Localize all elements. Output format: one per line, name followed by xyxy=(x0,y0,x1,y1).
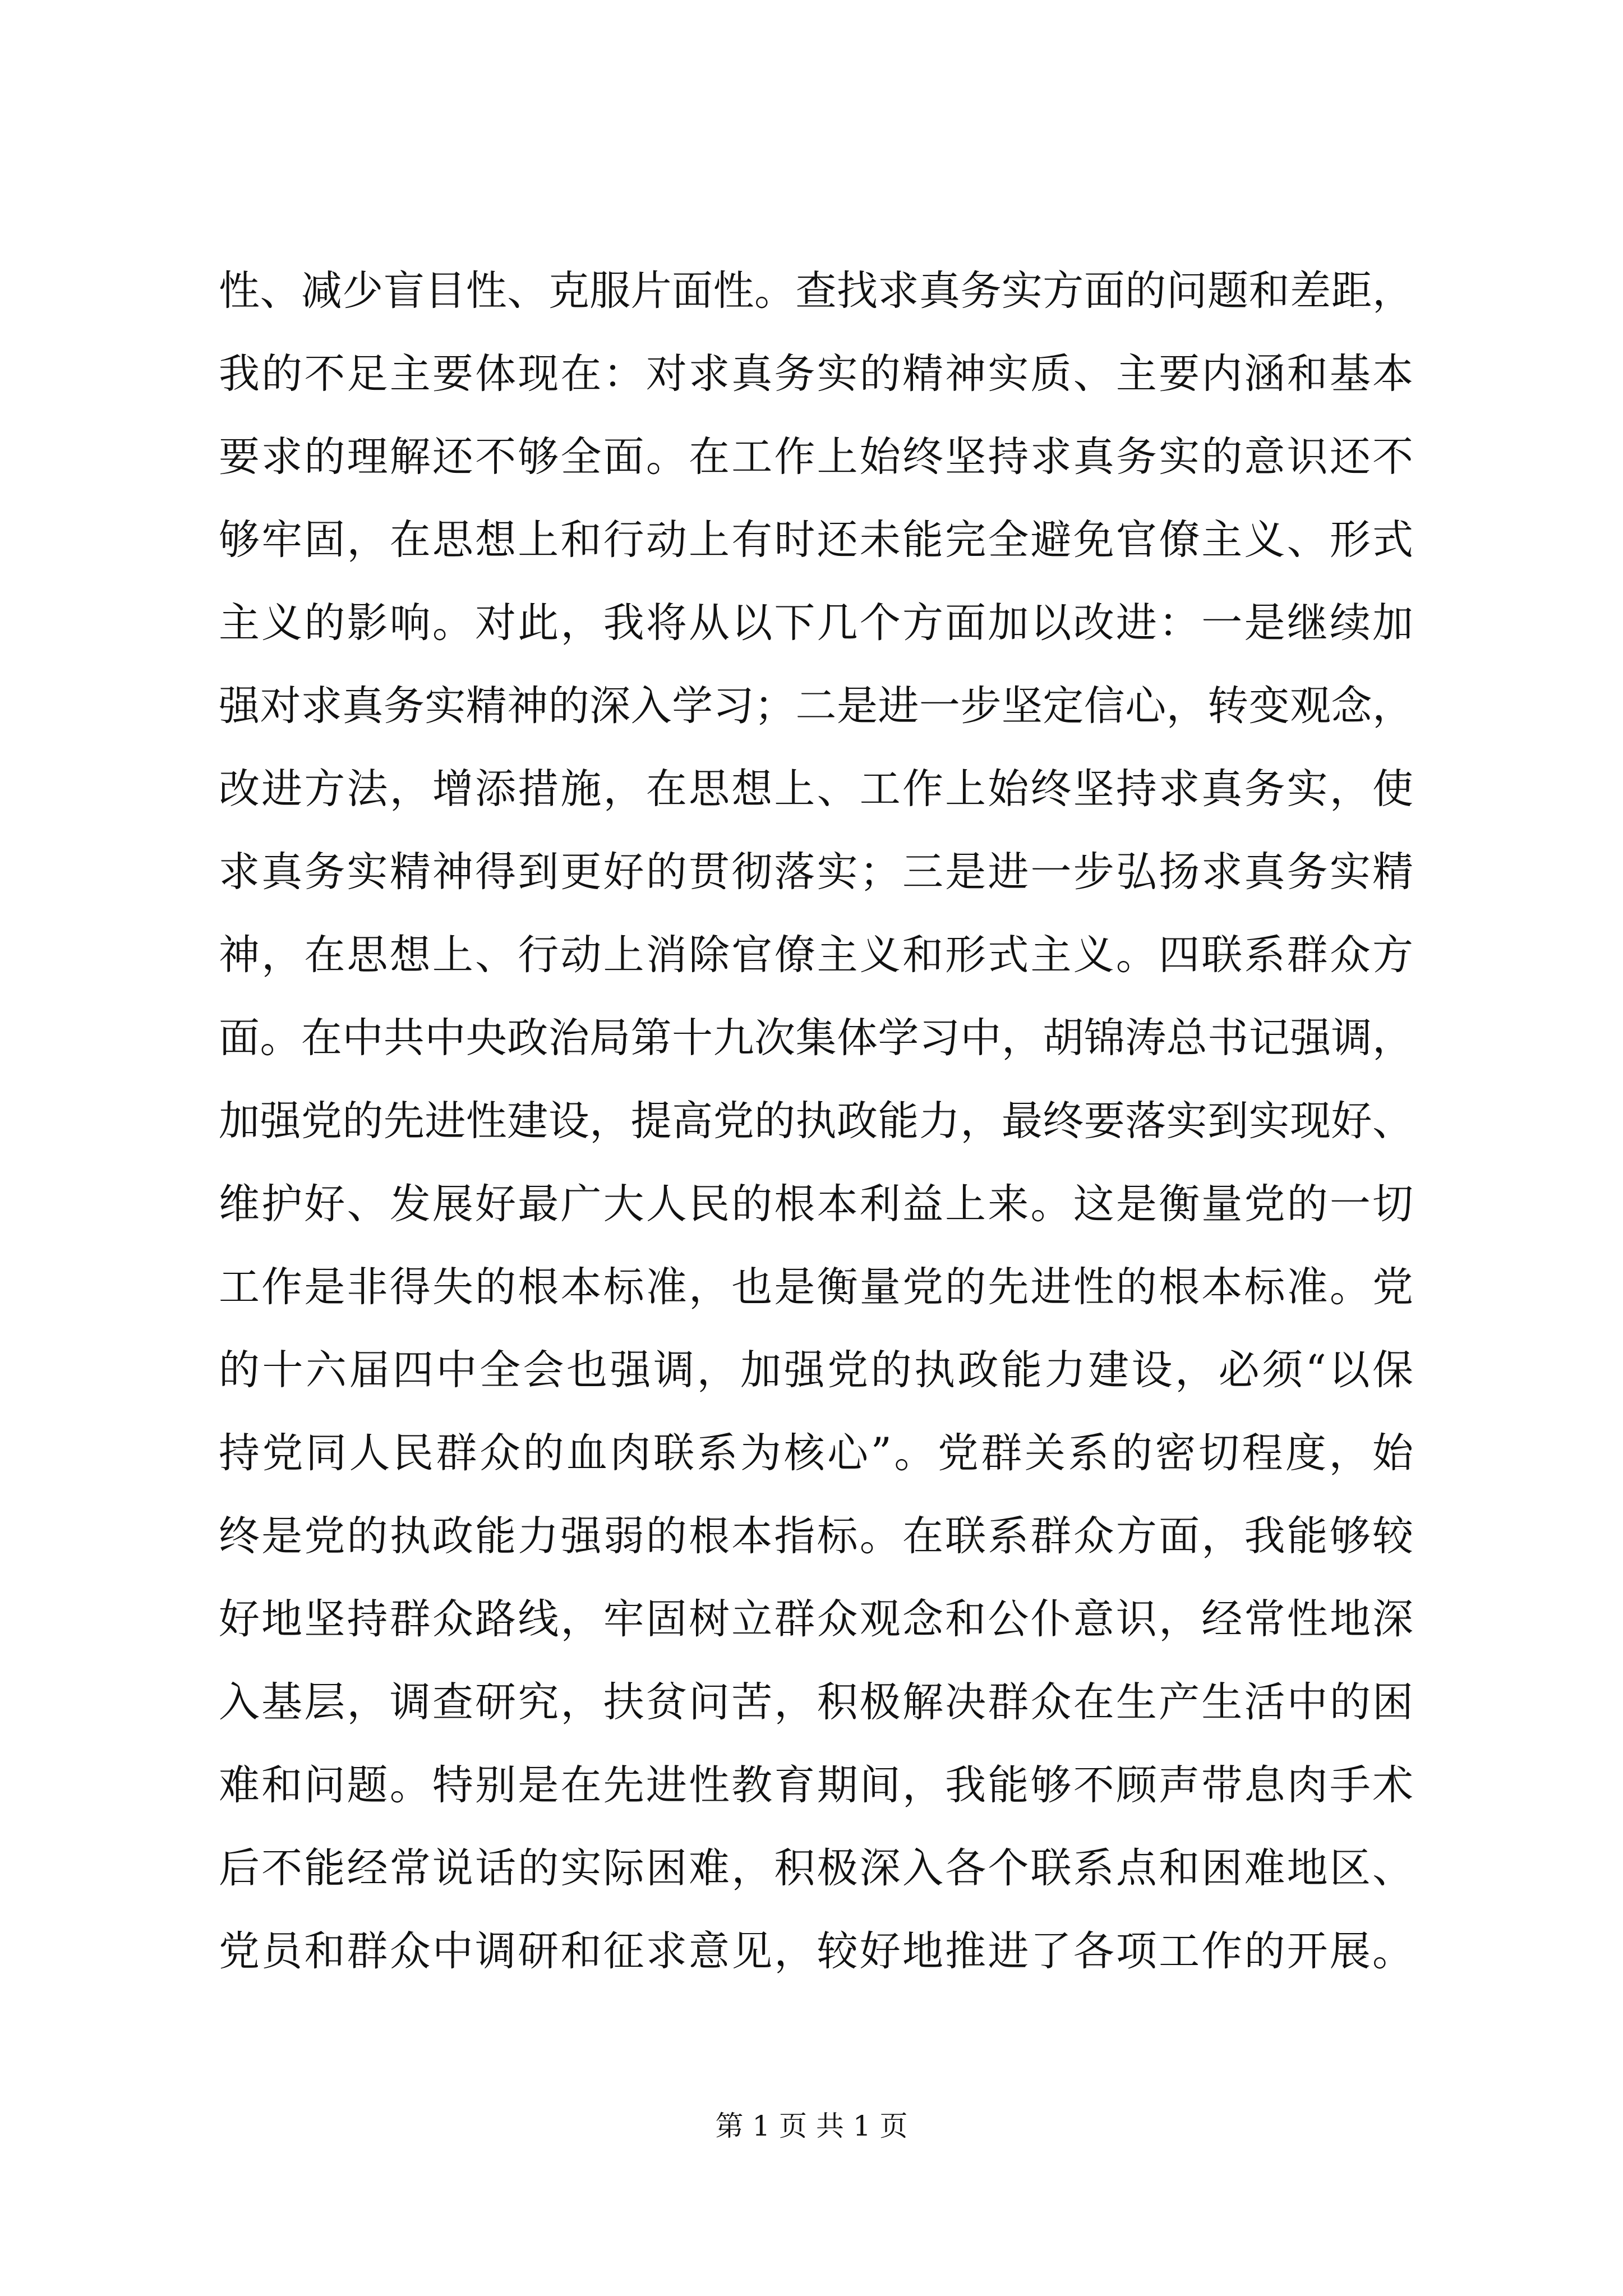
text-line: 面。在中共中央政治局第十九次集体学习中，胡锦涛总书记强调， xyxy=(219,1014,1413,1062)
text-line: 持党同人民群众的血肉联系为核心”。党群关系的密切程度，始 xyxy=(219,1429,1413,1477)
text-line: 强对求真务实精神的深入学习；二是进一步坚定信心，转变观念， xyxy=(219,682,1413,730)
text-line: 要求的理解还不够全面。在工作上始终坚持求真务实的意识还不 xyxy=(219,433,1413,481)
text-line: 够牢固，在思想上和行动上有时还未能完全避免官僚主义、形式 xyxy=(219,516,1413,564)
text-line: 神，在思想上、行动上消除官僚主义和形式主义。四联系群众方 xyxy=(219,931,1413,979)
text-line: 的十六届四中全会也强调，加强党的执政能力建设，必须“以保 xyxy=(219,1346,1413,1394)
text-line: 入基层，调查研究，扶贫问苦，积极解决群众在生产生活中的困 xyxy=(219,1678,1413,1726)
text-line: 终是党的执政能力强弱的根本指标。在联系群众方面，我能够较 xyxy=(219,1512,1413,1560)
text-line: 维护好、发展好最广大人民的根本利益上来。这是衡量党的一切 xyxy=(219,1180,1413,1228)
page-indicator: 第 1 页 共 1 页 xyxy=(715,2110,908,2142)
text-line: 好地坚持群众路线，牢固树立群众观念和公仆意识，经常性地深 xyxy=(219,1595,1413,1643)
text-line: 主义的影响。对此，我将从以下几个方面加以改进：一是继续加 xyxy=(219,599,1413,647)
text-line: 后不能经常说话的实际困难，积极深入各个联系点和困难地区、 xyxy=(219,1844,1413,1892)
text-line: 性、减少盲目性、克服片面性。查找求真务实方面的问题和差距， xyxy=(219,267,1413,315)
text-line: 工作是非得失的根本标准，也是衡量党的先进性的根本标准。党 xyxy=(219,1263,1413,1311)
text-line: 党员和群众中调研和征求意见，较好地推进了各项工作的开展。 xyxy=(219,1927,1413,1975)
text-line: 加强党的先进性建设，提高党的执政能力，最终要落实到实现好、 xyxy=(219,1097,1413,1145)
page-footer xyxy=(0,2109,1623,2143)
text-line: 我的不足主要体现在：对求真务实的精神实质、主要内涵和基本 xyxy=(219,350,1413,398)
text-line: 求真务实精神得到更好的贯彻落实；三是进一步弘扬求真务实精 xyxy=(219,848,1413,896)
body-text xyxy=(219,250,1413,1993)
text-line: 改进方法，增添措施，在思想上、工作上始终坚持求真务实，使 xyxy=(219,765,1413,813)
text-line: 难和问题。特别是在先进性教育期间，我能够不顾声带息肉手术 xyxy=(219,1761,1413,1809)
